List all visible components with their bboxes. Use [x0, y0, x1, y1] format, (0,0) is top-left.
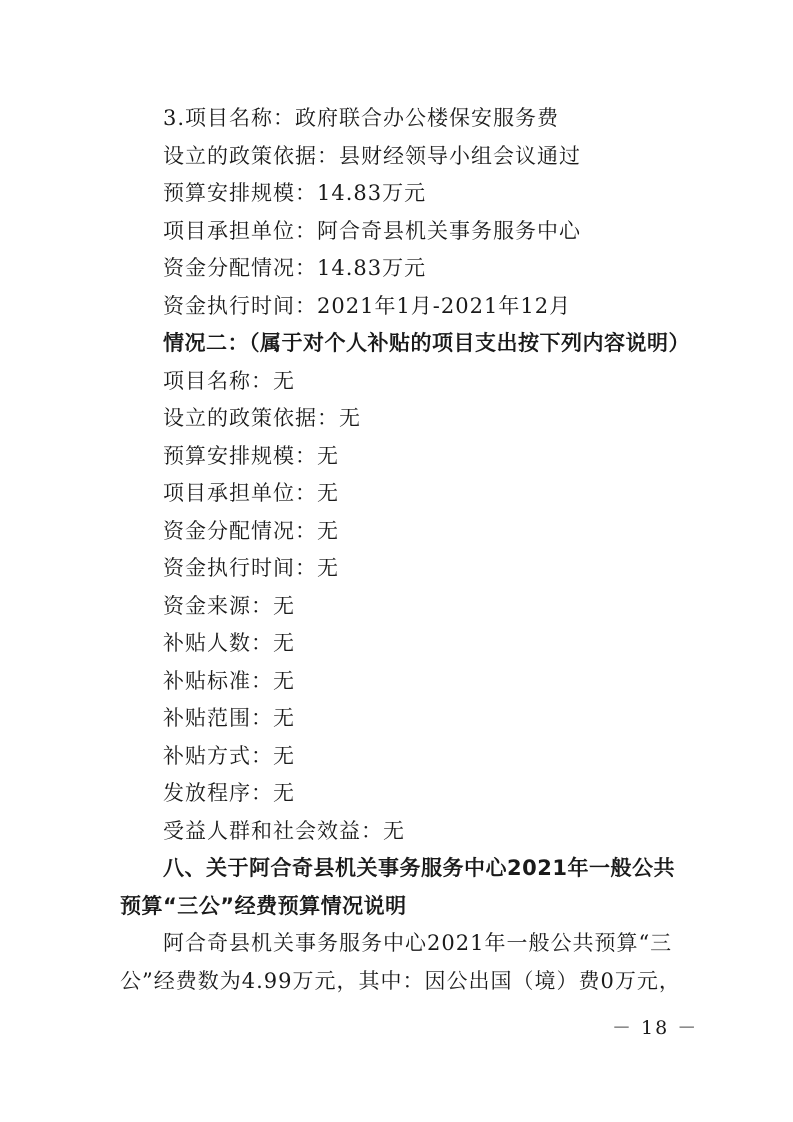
section-eight-heading-continued: 预算“三公”经费预算情况说明	[120, 894, 407, 918]
list-item: 补贴标准：无	[163, 669, 295, 693]
responsible-unit-line: 项目承担单位：阿合奇县机关事务服务中心	[163, 219, 581, 243]
budget-scale-line: 预算安排规模：14.83万元	[163, 181, 427, 205]
execution-period-line: 资金执行时间：2021年1月-2021年12月	[163, 294, 572, 318]
list-item: 补贴人数：无	[163, 631, 295, 655]
list-item: 发放程序：无	[163, 781, 295, 805]
section-eight-body: 阿合奇县机关事务服务中心2021年一般公共预算“三	[163, 931, 673, 955]
list-item: 项目承担单位：无	[163, 481, 339, 505]
list-item: 资金来源：无	[163, 594, 295, 618]
section-eight-body-continued: 公”经费数为4.99万元，其中：因公出国（境）费0万元，	[120, 969, 681, 993]
list-item: 项目名称：无	[163, 369, 295, 393]
project-name-line: 3.项目名称：政府联合办公楼保安服务费	[163, 106, 560, 130]
list-item: 设立的政策依据：无	[163, 406, 361, 430]
page-number: － 18 －	[612, 1017, 699, 1039]
list-item: 受益人群和社会效益：无	[163, 819, 405, 843]
list-item: 预算安排规模：无	[163, 444, 339, 468]
list-item: 补贴范围：无	[163, 706, 295, 730]
list-item: 资金执行时间：无	[163, 556, 339, 580]
policy-basis-line: 设立的政策依据：县财经领导小组会议通过	[163, 144, 581, 168]
section-eight-heading: 八、关于阿合奇县机关事务服务中心2021年一般公共	[163, 856, 675, 880]
list-item: 资金分配情况：无	[163, 519, 339, 543]
fund-allocation-line: 资金分配情况：14.83万元	[163, 256, 427, 280]
list-item: 补贴方式：无	[163, 744, 295, 768]
situation-two-heading: 情况二：（属于对个人补贴的项目支出按下列内容说明）	[163, 331, 690, 355]
